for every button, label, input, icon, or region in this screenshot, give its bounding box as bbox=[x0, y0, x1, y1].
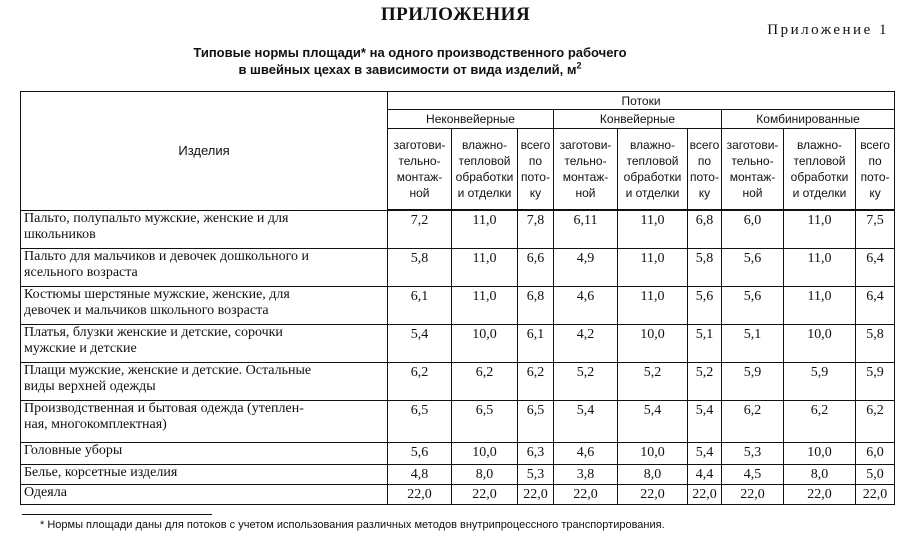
value-cell: 10,0 bbox=[618, 324, 688, 362]
value-cell: 10,0 bbox=[452, 442, 518, 464]
value-cell: 8,0 bbox=[452, 464, 518, 484]
subheader-line: ку bbox=[698, 186, 711, 200]
table-row bbox=[21, 210, 895, 248]
subheader-line: влажно- bbox=[629, 138, 676, 152]
value-cell: 11,0 bbox=[452, 248, 518, 286]
items-column-header: Изделия bbox=[21, 92, 388, 211]
value-cell: 5,4 bbox=[554, 400, 618, 442]
value-cell: 11,0 bbox=[452, 210, 518, 248]
value-cell: 5,6 bbox=[722, 286, 784, 324]
value-cell: 5,8 bbox=[688, 248, 722, 286]
table-title-line-2 bbox=[110, 61, 710, 78]
table-row bbox=[21, 400, 895, 442]
subheader-line: обработки bbox=[790, 170, 849, 184]
value-cell: 5,1 bbox=[722, 324, 784, 362]
table-row bbox=[21, 464, 895, 484]
subheader-line: влажно- bbox=[461, 138, 508, 152]
value-cell: 4,4 bbox=[688, 464, 722, 484]
subheader-line: обработки bbox=[455, 170, 514, 184]
subheader-non-conveyor-total-per-flow bbox=[518, 129, 554, 211]
footnote-rule bbox=[22, 514, 212, 515]
table-title-line-1: Типовые нормы площади* на одного производственного рабочего bbox=[193, 45, 627, 60]
subheader-non-conveyor-preparatory-assembly bbox=[388, 129, 452, 211]
subheader-line: тепловой bbox=[793, 154, 846, 168]
value-cell: 6,3 bbox=[518, 442, 554, 464]
subheader-line: пото- bbox=[860, 170, 890, 184]
item-name-cell bbox=[21, 400, 388, 442]
group-header-non-conveyor: Неконвейерные bbox=[388, 110, 554, 129]
value-cell: 6,2 bbox=[856, 400, 895, 442]
value-cell: 11,0 bbox=[784, 248, 856, 286]
item-name-line: Платья, блузки женские и детские, сорочки bbox=[24, 324, 283, 340]
item-name-cell bbox=[21, 286, 388, 324]
value-cell: 11,0 bbox=[452, 286, 518, 324]
value-cell: 6,2 bbox=[452, 362, 518, 400]
value-cell: 6,2 bbox=[784, 400, 856, 442]
value-cell: 5,6 bbox=[722, 248, 784, 286]
value-cell: 5,2 bbox=[688, 362, 722, 400]
item-name-line: виды верхней одежды bbox=[24, 378, 156, 394]
subheader-conveyor-preparatory-assembly bbox=[554, 129, 618, 211]
subheader-line: заготови- bbox=[559, 138, 612, 152]
item-name-line: девочек и мальчиков школьного возраста bbox=[24, 302, 269, 318]
value-cell: 22,0 bbox=[518, 484, 554, 504]
subheader-non-conveyor-wet-heat-finishing bbox=[452, 129, 518, 211]
value-cell: 11,0 bbox=[618, 286, 688, 324]
value-cell: 6,2 bbox=[722, 400, 784, 442]
table-title-line-2-text: в швейных цехах в зависимости от вида изделий, м bbox=[238, 62, 577, 77]
subheader-line: пото- bbox=[690, 170, 719, 184]
value-cell: 22,0 bbox=[554, 484, 618, 504]
value-cell: 6,4 bbox=[856, 286, 895, 324]
subheader-conveyor-wet-heat-finishing bbox=[618, 129, 688, 211]
subheader-line: и отделки bbox=[792, 186, 847, 200]
value-cell: 22,0 bbox=[688, 484, 722, 504]
value-cell: 11,0 bbox=[784, 286, 856, 324]
value-cell: 6,8 bbox=[688, 210, 722, 248]
table-title bbox=[110, 44, 710, 78]
item-name-cell bbox=[21, 324, 388, 362]
value-cell: 10,0 bbox=[784, 324, 856, 362]
subheader-line: монтаж- bbox=[562, 170, 609, 184]
value-cell: 5,8 bbox=[856, 324, 895, 362]
item-name-line: Головные уборы bbox=[24, 442, 123, 458]
value-cell: 6,11 bbox=[554, 210, 618, 248]
value-cell: 4,8 bbox=[388, 464, 452, 484]
table-row bbox=[21, 362, 895, 400]
table-row bbox=[21, 442, 895, 464]
value-cell: 11,0 bbox=[784, 210, 856, 248]
value-cell: 5,4 bbox=[688, 442, 722, 464]
item-name-line: Плащи мужские, женские и детские. Остальные bbox=[24, 362, 312, 378]
value-cell: 5,4 bbox=[688, 400, 722, 442]
value-cell: 22,0 bbox=[388, 484, 452, 504]
item-name-line: Пальто, полупальто мужские, женские и для bbox=[24, 210, 289, 226]
value-cell: 22,0 bbox=[618, 484, 688, 504]
subheader-line: тепловой bbox=[458, 154, 511, 168]
subheader-combined-preparatory-assembly bbox=[722, 129, 784, 211]
value-cell: 7,8 bbox=[518, 210, 554, 248]
subheader-line: влажно- bbox=[796, 138, 843, 152]
value-cell: 5,9 bbox=[784, 362, 856, 400]
value-cell: 6,1 bbox=[518, 324, 554, 362]
value-cell: 4,6 bbox=[554, 442, 618, 464]
subheader-line: монтаж- bbox=[396, 170, 443, 184]
value-cell: 5,4 bbox=[388, 324, 452, 362]
value-cell: 7,2 bbox=[388, 210, 452, 248]
value-cell: 5,4 bbox=[618, 400, 688, 442]
value-cell: 6,8 bbox=[518, 286, 554, 324]
value-cell: 6,5 bbox=[518, 400, 554, 442]
value-cell: 5,0 bbox=[856, 464, 895, 484]
subheader-line: ку bbox=[869, 186, 881, 200]
subheader-line: всего bbox=[689, 138, 720, 152]
item-name-cell bbox=[21, 484, 388, 504]
value-cell: 11,0 bbox=[618, 210, 688, 248]
subheader-line: всего bbox=[520, 138, 551, 152]
item-name-line: Производственная и бытовая одежда (утеплен- bbox=[24, 400, 304, 416]
value-cell: 5,1 bbox=[688, 324, 722, 362]
value-cell: 5,3 bbox=[722, 442, 784, 464]
subheader-combined-wet-heat-finishing bbox=[784, 129, 856, 211]
subheader-line: заготови- bbox=[726, 138, 779, 152]
table-row bbox=[21, 484, 895, 504]
value-cell: 22,0 bbox=[452, 484, 518, 504]
group-header-combined: Комбинированные bbox=[722, 110, 895, 129]
norms-table bbox=[20, 91, 895, 505]
subheader-line: обработки bbox=[623, 170, 682, 184]
subheader-line: ной bbox=[409, 186, 430, 200]
item-name-line: Костюмы шерстяные мужские, женские, для bbox=[24, 286, 290, 302]
value-cell: 22,0 bbox=[784, 484, 856, 504]
appendix-label: Приложение 1 bbox=[767, 22, 889, 38]
item-name-line: Белье, корсетные изделия bbox=[24, 464, 178, 480]
item-name-line: Пальто для мальчиков и девочек дошкольного и bbox=[24, 248, 310, 264]
value-cell: 10,0 bbox=[784, 442, 856, 464]
footnote: * Нормы площади даны для потоков с учетом использования различных методов внутрипроцессного транспортирования. bbox=[40, 519, 665, 531]
value-cell: 4,9 bbox=[554, 248, 618, 286]
value-cell: 8,0 bbox=[784, 464, 856, 484]
value-cell: 5,6 bbox=[388, 442, 452, 464]
value-cell: 4,6 bbox=[554, 286, 618, 324]
table-row bbox=[21, 248, 895, 286]
value-cell: 6,5 bbox=[388, 400, 452, 442]
value-cell: 5,2 bbox=[618, 362, 688, 400]
value-cell: 5,6 bbox=[688, 286, 722, 324]
item-name-line: ясельного возраста bbox=[24, 264, 138, 280]
value-cell: 6,4 bbox=[856, 248, 895, 286]
value-cell: 5,9 bbox=[722, 362, 784, 400]
value-cell: 3,8 bbox=[554, 464, 618, 484]
group-header-conveyor: Конвейерные bbox=[554, 110, 722, 129]
item-name-line: школьников bbox=[24, 226, 96, 242]
page-heading: ПРИЛОЖЕНИЯ bbox=[380, 4, 531, 25]
value-cell: 8,0 bbox=[618, 464, 688, 484]
subheader-line: тепловой bbox=[626, 154, 679, 168]
item-name-line: Одеяла bbox=[24, 484, 67, 500]
item-name-cell bbox=[21, 362, 388, 400]
subheader-conveyor-total-per-flow bbox=[688, 129, 722, 211]
subheader-line: ку bbox=[529, 186, 542, 200]
value-cell: 10,0 bbox=[618, 442, 688, 464]
value-cell: 11,0 bbox=[618, 248, 688, 286]
item-name-cell bbox=[21, 464, 388, 484]
value-cell: 7,5 bbox=[856, 210, 895, 248]
subheader-line: тельно- bbox=[564, 154, 607, 168]
subheader-line: тельно- bbox=[398, 154, 441, 168]
subheader-line: по bbox=[868, 154, 882, 168]
subheader-line: монтаж- bbox=[729, 170, 776, 184]
subheader-line: ной bbox=[742, 186, 763, 200]
table-row bbox=[21, 286, 895, 324]
value-cell: 5,2 bbox=[554, 362, 618, 400]
value-cell: 6,2 bbox=[388, 362, 452, 400]
subheader-line: и отделки bbox=[625, 186, 680, 200]
value-cell: 5,8 bbox=[388, 248, 452, 286]
table-row bbox=[21, 324, 895, 362]
subheader-line: пото- bbox=[521, 170, 550, 184]
item-name-cell bbox=[21, 210, 388, 248]
subheader-line: по bbox=[697, 154, 712, 168]
subheader-line: и отделки bbox=[457, 186, 512, 200]
value-cell: 22,0 bbox=[856, 484, 895, 504]
value-cell: 6,6 bbox=[518, 248, 554, 286]
value-cell: 6,5 bbox=[452, 400, 518, 442]
value-cell: 4,2 bbox=[554, 324, 618, 362]
unit-superscript: 2 bbox=[576, 60, 582, 71]
item-name-cell bbox=[21, 248, 388, 286]
item-name-cell bbox=[21, 442, 388, 464]
flows-header: Потоки bbox=[388, 92, 895, 110]
value-cell: 6,2 bbox=[518, 362, 554, 400]
value-cell: 6,0 bbox=[722, 210, 784, 248]
subheader-line: всего bbox=[860, 138, 890, 152]
value-cell: 22,0 bbox=[722, 484, 784, 504]
item-name-line: мужские и детские bbox=[24, 340, 137, 356]
subheader-line: тельно- bbox=[731, 154, 774, 168]
value-cell: 5,3 bbox=[518, 464, 554, 484]
value-cell: 5,9 bbox=[856, 362, 895, 400]
subheader-line: по bbox=[528, 154, 543, 168]
value-cell: 6,0 bbox=[856, 442, 895, 464]
subheader-line: ной bbox=[575, 186, 596, 200]
value-cell: 6,1 bbox=[388, 286, 452, 324]
value-cell: 4,5 bbox=[722, 464, 784, 484]
subheader-combined-total-per-flow bbox=[856, 129, 895, 211]
subheader-line: заготови- bbox=[393, 138, 446, 152]
item-name-line: ная, многокомплектная) bbox=[24, 416, 167, 432]
value-cell: 10,0 bbox=[452, 324, 518, 362]
